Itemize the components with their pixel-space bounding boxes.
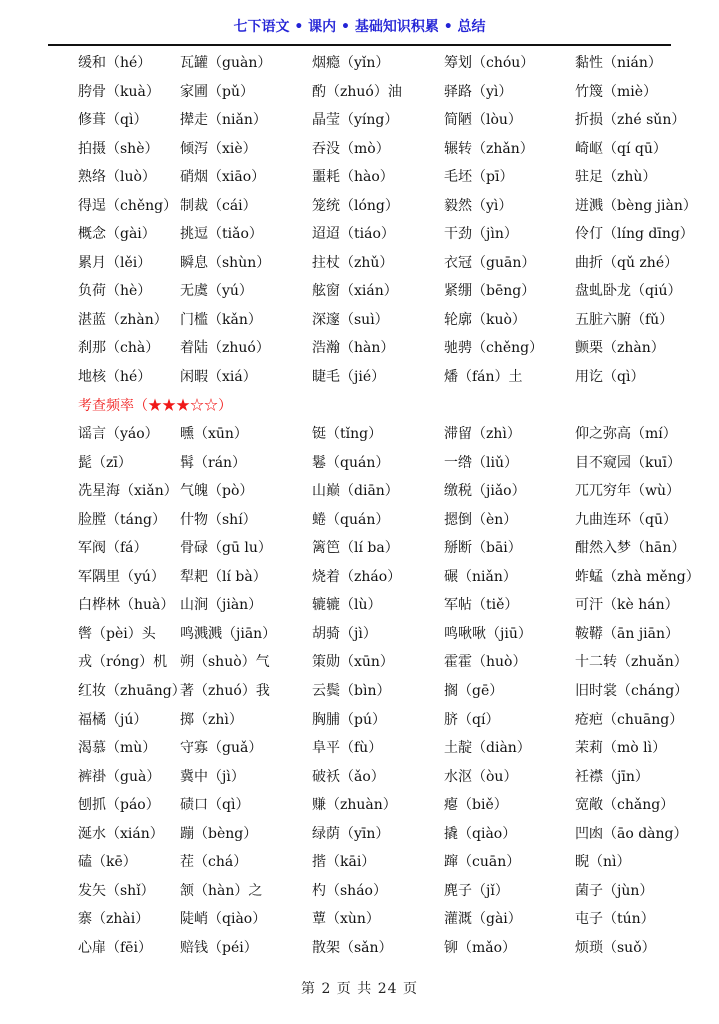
vocab-entry: 脸膛（táng） [78, 511, 166, 528]
vocab-entry: 胡骑（jì） [312, 625, 377, 642]
vocab-entry: 无虞（yú） [180, 283, 253, 300]
vocab-entry: 宽敞（chǎng） [575, 797, 675, 814]
vocab-entry: 髯（rán） [180, 454, 247, 471]
vocab-entry: 滞留（zhì） [444, 426, 521, 443]
vocab-entry: 山涧（jiàn） [180, 597, 263, 614]
vocab-entry: 气魄（pò） [180, 483, 254, 500]
vocab-entry: 拍摄（shè） [78, 140, 159, 157]
vocab-entry: 可汗（kè hán） [575, 597, 679, 614]
vocab-entry: 硝烟（xiāo） [180, 169, 266, 186]
vocab-entry: 烧着（zháo） [312, 568, 402, 585]
vocab-entry: 著（zhuó）我 [180, 683, 270, 700]
vocab-entry: 颔（hàn）之 [180, 882, 263, 899]
vocab-entry: 仰之弥高（mí） [575, 426, 677, 443]
vocab-entry: 山巅（diān） [312, 483, 399, 500]
vocab-entry: 驰骋（chěng） [444, 340, 544, 357]
vocab-row [0, 877, 719, 906]
vocab-row [0, 534, 719, 563]
vocab-entry: 颤栗（zhàn） [575, 340, 665, 357]
vocab-entry: 筹划（chóu） [444, 55, 535, 71]
vocab-entry: 衣冠（guān） [444, 254, 536, 271]
vocab-entry: 掷（zhì） [180, 711, 243, 728]
vocab-entry: 轮廓（kuò） [444, 311, 526, 328]
vocab-row [0, 135, 719, 164]
vocab-entry: 一绺（liǔ） [444, 454, 518, 471]
vocab-entry: 累月（lěi） [78, 254, 152, 271]
vocab-entry: 铆（mǎo） [444, 939, 517, 956]
vocab-entry: 犁耙（lí bà） [180, 568, 267, 585]
vocab-entry: 寨（zhài） [78, 911, 150, 928]
vocab-entry: 驻足（zhù） [575, 169, 657, 186]
vocab-row [0, 363, 719, 392]
vocab-entry: 晶莹（yíng） [312, 112, 399, 129]
vocab-entry: 赔钱（péi） [180, 939, 258, 956]
vocab-entry: 着陆（zhuó） [180, 340, 270, 357]
vocab-entry: 盘虬卧龙（qiú） [575, 283, 682, 300]
vocab-row [0, 192, 719, 221]
vocab-row [0, 620, 719, 649]
vocab-row [0, 420, 719, 449]
vocab-entry: 麂子（jǐ） [444, 882, 509, 899]
vocab-entry: 熟络（luò） [78, 169, 156, 186]
vocab-entry: 赚（zhuàn） [312, 797, 397, 814]
vocab-entry: 简陋（lòu） [444, 112, 522, 129]
vocab-entry: 菌子（jùn） [575, 882, 654, 899]
vocab-row [0, 334, 719, 363]
vocab-entry: 燔（fán）土 [444, 369, 523, 386]
vocab-entry: 脐（qí） [444, 711, 500, 728]
vocab-row [0, 449, 719, 478]
vocab-entry: 阜平（fù） [312, 740, 383, 757]
vocab-entry: 凹凼（āo dàng） [575, 825, 688, 842]
page-number: 第 2 页 共 24 页 [301, 981, 418, 997]
vocab-entry: 闲暇（xiá） [180, 369, 257, 386]
vocab-entry: 目不窥园（kuī） [575, 454, 681, 471]
vocab-row [0, 220, 719, 249]
vocab-entry: 骨碌（gū lu） [180, 540, 272, 557]
vocab-entry: 倾泻（xiè） [180, 140, 257, 157]
vocab-entry: 湛蓝（zhàn） [78, 311, 168, 328]
vocab-entry: 碾（niǎn） [444, 568, 517, 585]
vocab-entry: 舷窗（xián） [312, 283, 398, 300]
vocab-row [0, 591, 719, 620]
vocab-entry: 铤（tǐng） [312, 426, 383, 443]
vocab-entry: 辘辘（lù） [312, 597, 382, 614]
vocab-entry: 迸溅（bèng jiàn） [575, 197, 697, 214]
vocab-entry: 紧绷（bēng） [444, 283, 536, 300]
vocab-entry: 冀中（jì） [180, 768, 245, 785]
vocab-entry: 撬（qiào） [444, 825, 517, 842]
vocab-row [0, 106, 719, 135]
vocab-entry: 鞍鞯（ān jiān） [575, 625, 679, 642]
vocab-row [0, 848, 719, 877]
vocab-entry: 瞬息（shùn） [180, 254, 271, 271]
vocab-row [0, 563, 719, 592]
vocab-entry: 拄杖（zhǔ） [312, 254, 394, 271]
vocab-entry: 浩瀚（hàn） [312, 340, 395, 357]
vocab-entry: 篱笆（lí ba） [312, 540, 399, 557]
vocab-entry: 家圃（pǔ） [180, 83, 254, 100]
vocab-entry: 陡峭（qiào） [180, 911, 267, 928]
vocab-entry: 刨抓（páo） [78, 797, 160, 814]
page-header-title: 七下语文 • 课内 • 基础知识积累 • 总结 [233, 19, 486, 35]
vocab-entry: 碛口（qì） [180, 797, 250, 814]
vocab-entry: 胯骨（kuà） [78, 83, 160, 100]
vocab-entry: 干劲（jìn） [444, 226, 518, 243]
vocab-entry: 鬈（quán） [312, 454, 390, 471]
vocab-row [0, 277, 719, 306]
vocab-row [0, 477, 719, 506]
vocab-entry: 什物（shí） [180, 511, 257, 528]
vocab-entry: 酣然入梦（hān） [575, 540, 686, 557]
vocab-entry: 迢迢（tiáo） [312, 226, 395, 243]
vocab-entry: 发矢（shǐ） [78, 882, 155, 899]
vocab-row [0, 791, 719, 820]
vocab-row [0, 820, 719, 849]
vocab-entry: 掰断（bāi） [444, 540, 522, 557]
vocab-entry: 辗转（zhǎn） [444, 140, 534, 157]
vocab-entry: 地核（hé） [78, 369, 152, 386]
vocab-entry: 衽襟（jīn） [575, 768, 649, 785]
vocab-entry: 辔（pèi）头 [78, 625, 156, 642]
vocab-entry: 蹿（cuān） [444, 854, 521, 871]
vocab-entry: 髭（zī） [78, 454, 132, 471]
vocab-entry: 门槛（kǎn） [180, 311, 262, 328]
vocab-row [0, 306, 719, 335]
vocab-row [0, 763, 719, 792]
vocab-entry: 笼统（lóng） [312, 197, 399, 214]
vocab-entry: 曲折（qǔ zhé） [575, 254, 679, 271]
vocab-entry: 福橘（jú） [78, 711, 148, 728]
vocab-entry: 蜷（quán） [312, 511, 390, 528]
vocab-entry: 崎岖（qí qū） [575, 140, 667, 157]
vocab-entry: 白桦林（huà） [78, 597, 175, 614]
vocab-entry: 戎（róng）机 [78, 654, 168, 671]
vocab-entry: 鸣溅溅（jiān） [180, 625, 277, 642]
vocab-entry: 蚱蜢（zhà měng） [575, 568, 700, 585]
vocab-entry: 谣言（yáo） [78, 426, 159, 443]
vocab-entry: 霍霍（huò） [444, 654, 527, 671]
vocab-row [0, 78, 719, 107]
frequency-heading: 考查频率（★★★☆☆） [78, 397, 232, 414]
vocab-entry: 云鬓（bìn） [312, 683, 391, 700]
vocab-entry: 疮疤（chuāng） [575, 711, 684, 728]
vocab-entry: 破袄（ǎo） [312, 768, 385, 785]
vocab-entry: 曛（xūn） [180, 426, 248, 443]
vocab-entry: 睨（nì） [575, 854, 631, 871]
vocab-row [0, 934, 719, 963]
vocab-entry: 深邃（suì） [312, 311, 389, 328]
vocab-row [0, 734, 719, 763]
vocab-entry: 心扉（fēi） [78, 939, 152, 956]
vocab-entry: 挑逗（tiǎo） [180, 226, 263, 243]
vocab-entry: 军阀（fá） [78, 540, 148, 557]
vocab-entry: 概念（gài） [78, 226, 156, 243]
vocab-entry: 毛坯（pī） [444, 169, 514, 186]
vocab-entry: 冼星海（xiǎn） [78, 483, 178, 500]
section-heading-row [0, 392, 719, 421]
vocab-row [0, 163, 719, 192]
vocab-entry: 制裁（cái） [180, 197, 257, 214]
vocab-entry: 竹篾（miè） [575, 83, 658, 100]
vocab-entry: 水沤（òu） [444, 768, 518, 785]
vocab-entry: 红妆（zhuāng） [78, 683, 186, 700]
vocab-entry: 撵走（niǎn） [180, 112, 267, 129]
vocab-entry: 绿荫（yīn） [312, 825, 390, 842]
vocab-entry: 瘪（biě） [444, 797, 508, 814]
vocab-entry: 蕈（xùn） [312, 911, 380, 928]
vocab-entry: 涎水（xián） [78, 825, 164, 842]
vocab-entry: 酌（zhuó）油 [312, 83, 402, 100]
vocab-row [0, 506, 719, 535]
vocab-entry: 伶仃（líng dīng） [575, 226, 694, 243]
vocab-entry: 得逞（chěng） [78, 197, 178, 214]
vocab-entry: 土靛（diàn） [444, 740, 531, 757]
vocab-entry: 驿路（yì） [444, 83, 513, 100]
vocab-entry: 五脏六腑（fǔ） [575, 311, 674, 328]
vocab-entry: 用讫（qì） [575, 369, 645, 386]
vocab-entry: 折损（zhé sǔn） [575, 112, 686, 129]
vocab-entry: 瓦罐（guàn） [180, 55, 272, 71]
vocab-entry: 屯子（tún） [575, 911, 655, 928]
vocab-entry: 守寡（guǎ） [180, 740, 263, 757]
vocab-entry: 灌溉（gài） [444, 911, 522, 928]
vocab-entry: 缓和（hé） [78, 55, 152, 71]
vocabulary-list [0, 49, 719, 963]
vocab-entry: 策勋（xūn） [312, 654, 394, 671]
vocab-entry: 朔（shuò）气 [180, 654, 270, 671]
vocab-entry: 烟瘾（yǐn） [312, 55, 390, 71]
vocab-row [0, 706, 719, 735]
vocab-entry: 杓（sháo） [312, 882, 387, 899]
vocab-entry: 裤褂（guà） [78, 768, 161, 785]
vocab-entry: 蹦（bèng） [180, 825, 258, 842]
vocab-entry: 噩耗（hào） [312, 169, 394, 186]
vocab-entry: 旧时裳（cháng） [575, 683, 689, 700]
vocab-entry: 胸脯（pú） [312, 711, 386, 728]
vocab-entry: 毅然（yì） [444, 197, 513, 214]
vocab-entry: 渴慕（mù） [78, 740, 157, 757]
vocab-entry: 黏性（nián） [575, 55, 662, 71]
vocab-entry: 搁（gē） [444, 683, 504, 700]
vocab-entry: 茉莉（mò lì） [575, 740, 667, 757]
vocab-row [0, 49, 719, 78]
vocab-entry: 茬（chá） [180, 854, 248, 871]
vocab-row [0, 648, 719, 677]
vocab-entry: 军隅里（yú） [78, 568, 165, 585]
vocab-entry: 军帖（tiě） [444, 597, 519, 614]
vocab-entry: 散架（sǎn） [312, 939, 393, 956]
vocab-entry: 兀兀穷年（wù） [575, 483, 680, 500]
vocab-entry: 睫毛（jié） [312, 369, 386, 386]
vocab-entry: 负荷（hè） [78, 283, 152, 300]
vocab-entry: 摁倒（èn） [444, 511, 518, 528]
header-divider [48, 44, 671, 46]
vocab-row [0, 677, 719, 706]
vocab-row [0, 249, 719, 278]
vocab-entry: 磕（kē） [78, 854, 137, 871]
vocab-entry: 吞没（mò） [312, 140, 390, 157]
vocab-entry: 修葺（qì） [78, 112, 148, 129]
vocab-entry: 缴税（jiǎo） [444, 483, 526, 500]
vocab-entry: 刹那（chà） [78, 340, 160, 357]
vocab-entry: 鸣啾啾（jiū） [444, 625, 532, 642]
vocab-entry: 揩（kāi） [312, 854, 376, 871]
vocab-entry: 烦琐（suǒ） [575, 939, 656, 956]
vocab-row [0, 905, 719, 934]
vocab-entry: 十二转（zhuǎn） [575, 654, 688, 671]
vocab-entry: 九曲连环（qū） [575, 511, 677, 528]
